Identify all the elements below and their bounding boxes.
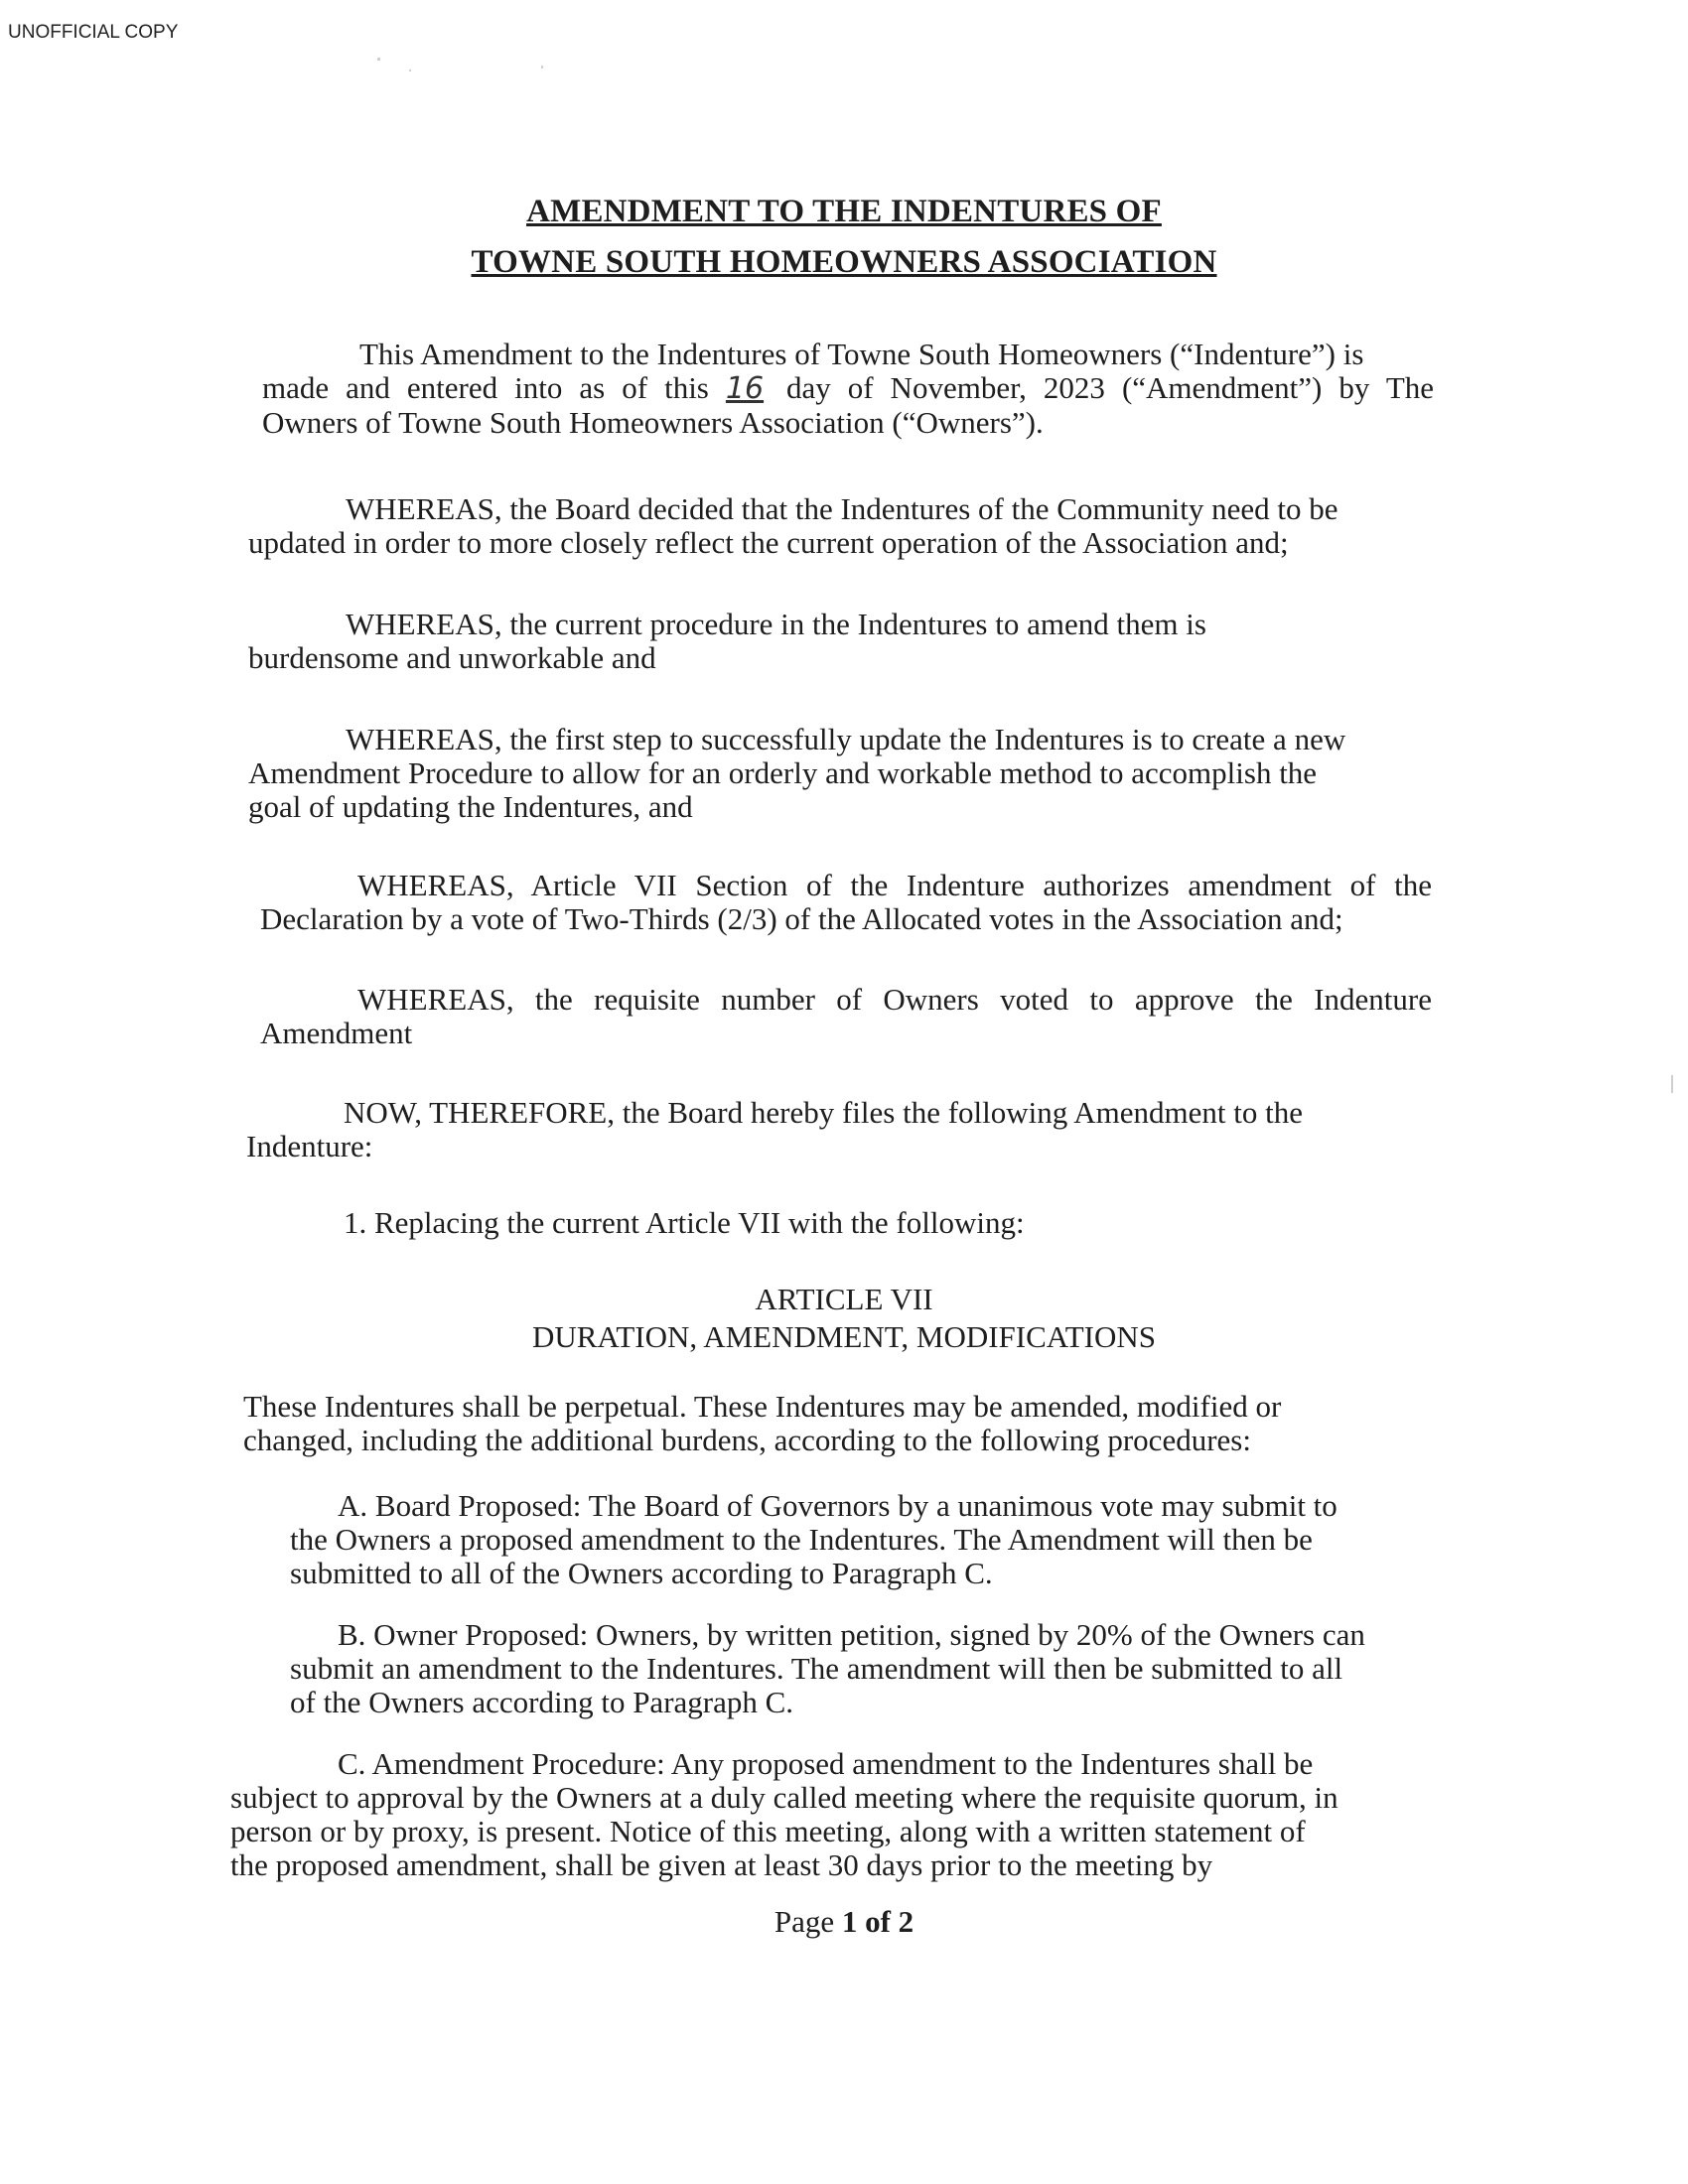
- whereas-paragraph-4: [260, 869, 1432, 936]
- intro-line-2: [262, 371, 1434, 406]
- paragraph-a-line-1: A. Board Proposed: The Board of Governors by a unanimous vote may submit to: [338, 1488, 1337, 1523]
- paragraph-c: [230, 1747, 1338, 1882]
- whereas-5-line-2: Amendment: [260, 1016, 413, 1050]
- article-body: [243, 1390, 1281, 1457]
- whereas-3-line-1: WHEREAS, the first step to successfully update the Indentures is to create a new: [346, 722, 1346, 756]
- whereas-3-line-3: goal of updating the Indentures, and: [248, 789, 693, 824]
- whereas-4-line-2: Declaration by a vote of Two-Thirds (2/3) of the Allocated votes in the Association and;: [260, 901, 1343, 936]
- item-1: 1. Replacing the current Article VII with the following:: [344, 1205, 1025, 1240]
- page-total: 2: [898, 1904, 914, 1939]
- page-label: Page: [774, 1904, 835, 1939]
- whereas-paragraph-1: [248, 492, 1338, 560]
- intro-line-1: This Amendment to the Indentures of Towne South Homeowners (“Indenture”) is: [359, 337, 1364, 371]
- handwritten-day: 16: [725, 371, 765, 406]
- article-heading: ARTICLE VII: [755, 1282, 933, 1316]
- paragraph-c-line-3: person or by proxy, is present. Notice of this meeting, along with a written statement of: [230, 1814, 1306, 1848]
- paragraph-c-line-2: subject to approval by the Owners at a duly called meeting where the requisite quorum, in: [230, 1780, 1338, 1815]
- paragraph-b-line-1: B. Owner Proposed: Owners, by written petition, signed by 20% of the Owners can: [338, 1617, 1365, 1652]
- whereas-paragraph-5: [260, 983, 1432, 1050]
- page-of: of: [865, 1904, 891, 1939]
- page-number: [0, 1904, 1688, 1940]
- scan-speck: [409, 69, 411, 71]
- article-subheading: DURATION, AMENDMENT, MODIFICATIONS: [531, 1319, 1157, 1354]
- document-title-line-2: TOWNE SOUTH HOMEOWNERS ASSOCIATION: [471, 244, 1217, 280]
- whereas-paragraph-2: [248, 608, 1206, 675]
- whereas-4-line-1: WHEREAS, Article VII Section of the Indenture authorizes amendment of the: [357, 868, 1432, 902]
- paragraph-a: [290, 1489, 1337, 1590]
- whereas-2-line-1: WHEREAS, the current procedure in the Indentures to amend them is: [346, 607, 1206, 641]
- whereas-paragraph-3: [248, 723, 1345, 824]
- article-body-line-2: changed, including the additional burdens, according to the following procedures:: [243, 1423, 1251, 1457]
- intro-line-2-end: day of November, 2023 (“Amendment”) by The: [785, 370, 1435, 405]
- paragraph-b: [290, 1618, 1365, 1719]
- whereas-1-line-2: updated in order to more closely reflect the current operation of the Association and;: [248, 525, 1289, 560]
- scan-speck: [377, 58, 380, 61]
- paragraph-c-line-4: the proposed amendment, shall be given at least 30 days prior to the meeting by: [230, 1847, 1213, 1882]
- paragraph-b-line-3: of the Owners according to Paragraph C.: [290, 1685, 794, 1719]
- now-therefore-line-1: NOW, THEREFORE, the Board hereby files the following Amendment to the: [344, 1095, 1304, 1130]
- scan-speck: [1671, 1075, 1673, 1093]
- whereas-3-line-2: Amendment Procedure to allow for an orderly and workable method to accomplish the: [248, 755, 1318, 790]
- intro-line-3: Owners of Towne South Homeowners Association (“Owners”).: [262, 405, 1044, 440]
- intro-line-2-start: made and entered into as of this: [262, 370, 709, 405]
- whereas-5-line-1: WHEREAS, the requisite number of Owners voted to approve the Indenture: [357, 982, 1432, 1017]
- intro-paragraph: [262, 338, 1434, 440]
- article-body-line-1: These Indentures shall be perpetual. These Indentures may be amended, modified or: [243, 1389, 1282, 1424]
- paragraph-b-line-2: submit an amendment to the Indentures. The amendment will then be submitted to all: [290, 1651, 1343, 1686]
- scan-speck: [541, 66, 543, 68]
- paragraph-c-line-1: C. Amendment Procedure: Any proposed amendment to the Indentures shall be: [338, 1746, 1314, 1781]
- paragraph-a-line-2: the Owners a proposed amendment to the Indentures. The Amendment will then be: [290, 1522, 1313, 1557]
- document-title-line-1: AMENDMENT TO THE INDENTURES OF: [526, 194, 1162, 229]
- unofficial-copy-stamp: UNOFFICIAL COPY: [8, 22, 179, 43]
- whereas-1-line-1: WHEREAS, the Board decided that the Indentures of the Community need to be: [346, 491, 1338, 526]
- paragraph-a-line-3: submitted to all of the Owners according to Paragraph C.: [290, 1556, 993, 1590]
- page-current: 1: [841, 1904, 858, 1939]
- now-therefore-line-2: Indenture:: [246, 1129, 373, 1163]
- now-therefore-paragraph: [246, 1096, 1303, 1163]
- whereas-2-line-2: burdensome and unworkable and: [248, 640, 656, 675]
